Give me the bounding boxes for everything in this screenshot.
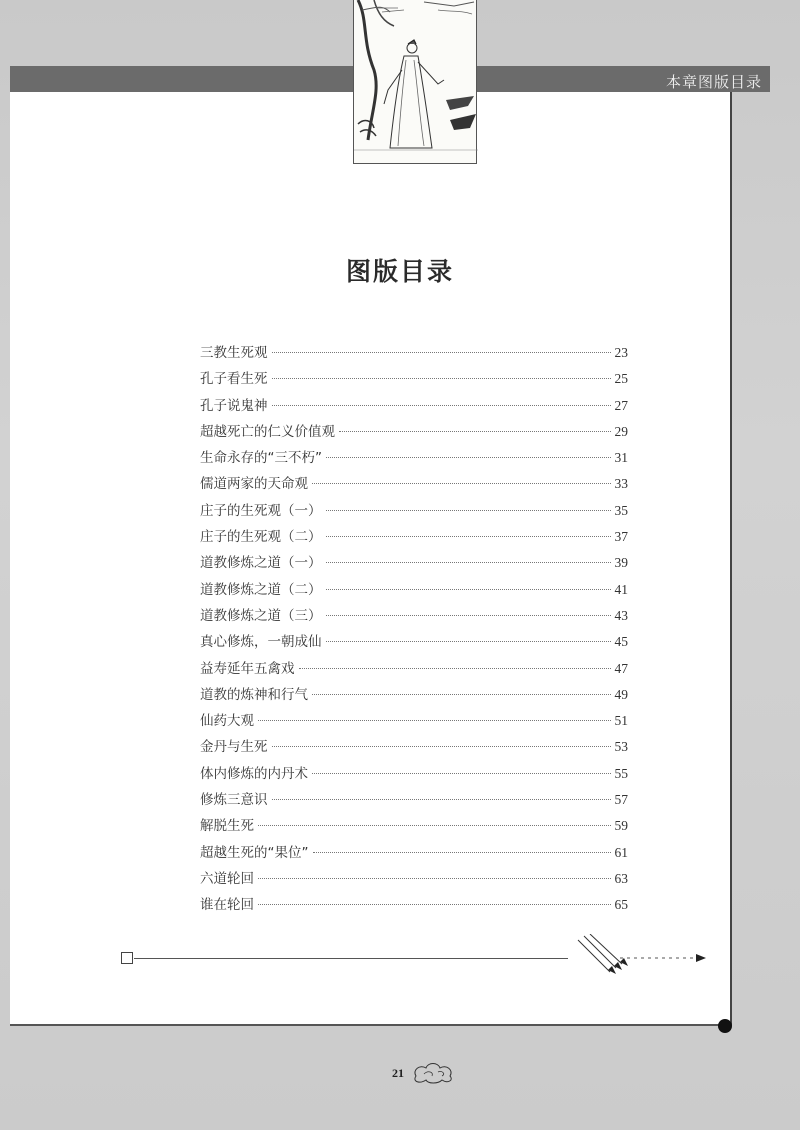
toc-row[interactable] [200, 367, 628, 393]
toc-page-number: 53 [614, 739, 628, 755]
page-number: 21 [392, 1066, 404, 1080]
leader-dots [272, 352, 611, 353]
toc-row[interactable] [200, 893, 628, 919]
toc-label: 孔子说鬼神 [200, 397, 268, 414]
toc-label: 儒道两家的天命观 [200, 476, 308, 493]
leader-dots [326, 536, 611, 537]
section-label: 本章图版目录 [665, 73, 762, 91]
toc-page-number: 51 [614, 713, 628, 729]
arrows-ornament-icon [572, 934, 708, 984]
leader-dots [258, 825, 611, 826]
toc-page-number: 29 [614, 423, 628, 439]
toc-row[interactable] [200, 788, 628, 814]
toc-page-number: 65 [614, 897, 628, 913]
cloud-ornament-icon [410, 1060, 456, 1086]
leader-dots [326, 641, 611, 642]
toc-label: 六道轮回 [200, 870, 254, 887]
toc-label: 仙药大观 [200, 713, 254, 730]
toc-label: 修炼三意识 [200, 792, 268, 809]
toc-page-number: 47 [614, 660, 628, 676]
toc-page-number: 45 [614, 634, 628, 650]
toc-row[interactable] [200, 683, 628, 709]
leader-dots [258, 878, 611, 879]
toc-page-number: 31 [614, 450, 628, 466]
table-of-contents [200, 341, 628, 920]
footer-square-icon [121, 952, 133, 964]
leader-dots [326, 589, 611, 590]
leader-dots [326, 510, 611, 511]
toc-page-number: 35 [614, 502, 628, 518]
toc-row[interactable] [200, 420, 628, 446]
toc-page-number: 63 [614, 870, 628, 886]
toc-row[interactable] [200, 630, 628, 656]
sage-figure-illustration [353, 0, 477, 164]
toc-label: 真心修炼，一朝成仙 [200, 634, 322, 651]
toc-row[interactable] [200, 472, 628, 498]
toc-row[interactable] [200, 551, 628, 577]
toc-page-number: 55 [614, 765, 628, 781]
footer-rule [134, 958, 568, 959]
toc-label: 道教修炼之道（二） [200, 581, 322, 598]
page-title: 图版目录 [345, 257, 454, 286]
toc-row[interactable] [200, 604, 628, 630]
toc-page-number: 23 [614, 345, 628, 360]
toc-label: 庄子的生死观（一） [200, 502, 322, 519]
toc-row[interactable] [200, 867, 628, 893]
leader-dots [339, 431, 611, 432]
toc-row[interactable] [200, 446, 628, 472]
toc-page-number: 33 [614, 476, 628, 492]
toc-row[interactable] [200, 814, 628, 840]
toc-row[interactable] [200, 657, 628, 683]
leader-dots [313, 852, 611, 853]
toc-label: 金丹与生死 [200, 739, 268, 756]
toc-row[interactable] [200, 578, 628, 604]
toc-page-number: 57 [614, 792, 628, 808]
toc-label: 道教的炼神和行气 [200, 686, 308, 703]
toc-page-number: 43 [614, 607, 628, 623]
toc-page-number: 25 [614, 371, 628, 387]
leader-dots [272, 799, 611, 800]
leader-dots [312, 694, 611, 695]
toc-page-number: 59 [614, 818, 628, 834]
toc-page-number: 61 [614, 844, 628, 860]
leader-dots [326, 457, 611, 458]
corner-dot [718, 1019, 732, 1033]
toc-row[interactable] [200, 499, 628, 525]
toc-page-number: 41 [614, 581, 628, 597]
toc-label: 孔子看生死 [200, 371, 268, 388]
toc-label: 超越生死的“果位” [200, 844, 309, 861]
toc-label: 生命永存的“三不朽” [200, 450, 322, 467]
leader-dots [312, 773, 611, 774]
leader-dots [326, 562, 611, 563]
toc-row[interactable] [200, 841, 628, 867]
toc-label: 体内修炼的内丹术 [200, 765, 308, 782]
leader-dots [299, 668, 611, 669]
leader-dots [258, 720, 611, 721]
toc-row[interactable] [200, 735, 628, 761]
toc-label: 益寿延年五禽戏 [200, 660, 295, 677]
toc-label: 庄子的生死观（二） [200, 529, 322, 546]
leader-dots [312, 483, 611, 484]
leader-dots [258, 904, 611, 905]
toc-label: 谁在轮回 [200, 897, 254, 914]
toc-label: 道教修炼之道（一） [200, 555, 322, 572]
toc-page-number: 37 [614, 529, 628, 545]
toc-label: 超越死亡的仁义价值观 [200, 423, 335, 440]
toc-page-number: 27 [614, 397, 628, 413]
toc-label: 道教修炼之道（三） [200, 607, 322, 624]
toc-row[interactable] [200, 762, 628, 788]
toc-row[interactable] [200, 394, 628, 420]
toc-label: 三教生死观 [200, 345, 268, 361]
leader-dots [272, 405, 611, 406]
toc-page-number: 49 [614, 686, 628, 702]
toc-label: 解脱生死 [200, 818, 254, 835]
leader-dots [272, 378, 611, 379]
toc-page-number: 39 [614, 555, 628, 571]
toc-row[interactable] [200, 709, 628, 735]
toc-row[interactable] [200, 525, 628, 551]
leader-dots [272, 746, 611, 747]
toc-row[interactable] [200, 341, 628, 367]
leader-dots [326, 615, 611, 616]
